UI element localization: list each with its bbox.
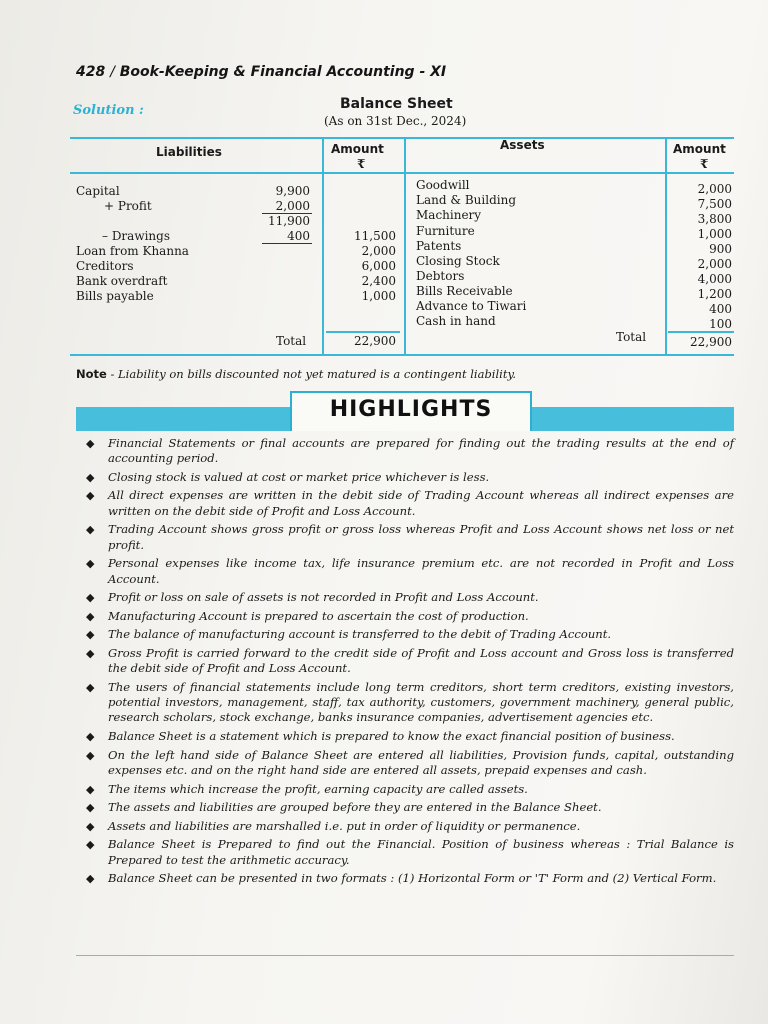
asset-amount: 900 xyxy=(709,242,732,256)
liability-label: Creditors xyxy=(76,259,134,273)
asset-label: Bills Receivable xyxy=(416,284,513,298)
liability-inner-value: 2,000 xyxy=(275,199,310,213)
note-label: Note xyxy=(76,367,107,381)
book-title: Book-Keeping & Financial Accounting - XI xyxy=(119,64,447,80)
asset-label: Advance to Tiwari xyxy=(416,299,527,313)
asset-label: Closing Stock xyxy=(416,254,500,268)
rupee-symbol-left: ₹ xyxy=(357,157,366,171)
highlights-list xyxy=(84,436,734,890)
bullet-icon: ◆ xyxy=(86,646,95,660)
table-divider-1 xyxy=(322,137,324,356)
table-header-rule xyxy=(70,172,734,174)
header-separator: / xyxy=(110,64,115,80)
asset-label: Land & Building xyxy=(416,193,516,207)
asset-amount: 2,000 xyxy=(697,257,732,271)
liability-inner-value: 9,900 xyxy=(275,184,310,198)
liability-inner-value: 400 xyxy=(287,229,310,243)
asset-amount: 7,500 xyxy=(697,197,732,211)
highlight-item: ◆ Balance Sheet is a statement which is prepared to know the exact financial position of business. xyxy=(86,729,675,744)
liability-label: Bills payable xyxy=(76,289,154,303)
highlight-item: ◆ The assets and liabilities are grouped before they are entered in the Balance Sheet. xyxy=(86,800,602,815)
asset-amount: 1,000 xyxy=(697,227,732,241)
total-rule-right xyxy=(668,331,734,333)
asset-amount: 100 xyxy=(709,317,732,331)
liabilities-total-label: Total xyxy=(276,334,307,348)
asset-amount: 3,800 xyxy=(697,212,732,226)
highlight-item: ◆ Financial Statements or final accounts are prepared for finding out the trading results at the end of accounting period. xyxy=(86,436,734,466)
highlight-item: ◆ Assets and liabilities are marshalled i.e. put in order of liquidity or permanence. xyxy=(86,818,581,833)
liability-label: – Drawings xyxy=(102,229,171,243)
bullet-icon: ◆ xyxy=(86,523,95,537)
asset-label: Machinery xyxy=(416,208,482,222)
liability-inner-value: 11,900 xyxy=(268,214,310,228)
bullet-icon: ◆ xyxy=(86,838,95,852)
liability-amount: 11,500 xyxy=(354,229,396,243)
table-bottom-rule xyxy=(70,354,734,356)
highlight-item: ◆ Profit or loss on sale of assets is not recorded in Profit and Loss Account. xyxy=(86,590,539,605)
highlight-item: ◆ Personal expenses like income tax, life insurance premium etc. are not recorded in Profit and Loss Account. xyxy=(86,556,734,586)
solution-label: Solution : xyxy=(73,103,144,118)
highlight-item: ◆ Balance Sheet can be presented in two formats : (1) Horizontal Form or 'T' Form and (2) Vertical Form. xyxy=(86,871,717,886)
bullet-icon: ◆ xyxy=(86,680,95,694)
subtotal-rule xyxy=(262,243,312,244)
asset-label: Cash in hand xyxy=(416,314,496,328)
bullet-icon: ◆ xyxy=(86,748,95,762)
bullet-icon: ◆ xyxy=(86,782,95,796)
highlight-item: ◆ Gross Profit is carried forward to the credit side of Profit and Loss account and Gross loss is transferred the debit side of Profit and Loss Account. xyxy=(86,645,734,676)
asset-amount: 2,000 xyxy=(697,182,732,196)
bullet-icon: ◆ xyxy=(86,628,95,642)
assets-total-label: Total xyxy=(616,330,647,344)
amount-header-left: Amount xyxy=(331,142,384,156)
page-number: 428 xyxy=(76,64,106,80)
highlight-item: ◆ The users of financial statements include long term creditors, short term creditors, existing investors, potential investors, management, staff, tax authority, customers, government machinery, general public, research scholars, stock exchange, banks insurance companies, advertisement agencies etc. xyxy=(86,679,734,725)
liability-amount: 2,400 xyxy=(361,274,396,288)
highlight-item: ◆ All direct expenses are written in the debit side of Trading Account whereas all indirect expenses are written on the debit side of Profit and Loss Account. xyxy=(86,488,734,518)
bottom-divider xyxy=(76,955,734,956)
note-line xyxy=(76,367,516,381)
bullet-icon: ◆ xyxy=(86,609,95,623)
highlight-item: ◆ Manufacturing Account is prepared to ascertain the cost of production. xyxy=(86,608,529,623)
asset-label: Goodwill xyxy=(416,178,470,192)
bullet-icon: ◆ xyxy=(86,591,95,605)
bullet-icon: ◆ xyxy=(86,437,95,450)
liability-label: Loan from Khanna xyxy=(76,244,189,258)
bullet-icon: ◆ xyxy=(86,872,95,886)
bullet-icon: ◆ xyxy=(86,470,95,484)
liability-amount: 1,000 xyxy=(361,289,396,303)
highlight-item: ◆ Trading Account shows gross profit or gross loss whereas Profit and Loss Account shows net loss or net profit. xyxy=(86,522,734,552)
liability-label: Bank overdraft xyxy=(76,274,168,288)
highlight-item: ◆ The items which increase the profit, earning capacity are called assets. xyxy=(86,781,528,796)
liability-amount: 2,000 xyxy=(361,244,396,258)
table-divider-3 xyxy=(665,137,667,356)
assets-total-value: 22,900 xyxy=(690,335,732,349)
bullet-icon: ◆ xyxy=(86,819,95,833)
amount-header-right: Amount xyxy=(673,142,726,156)
liabilities-total-value: 22,900 xyxy=(354,334,396,348)
liability-amount: 6,000 xyxy=(361,259,396,273)
highlight-item: ◆ On the left hand side of Balance Sheet are entered all liabilities, Provision funds, capital, outstanding expenses etc. and on the right hand side are entered all assets, prepaid expenses and cash. xyxy=(86,747,734,777)
asset-amount: 4,000 xyxy=(697,272,732,286)
page-header xyxy=(76,64,446,80)
bullet-icon: ◆ xyxy=(86,489,95,503)
bullet-icon: ◆ xyxy=(86,557,95,571)
total-rule-left xyxy=(326,331,400,333)
table-top-rule xyxy=(70,137,734,139)
liability-label: + Profit xyxy=(104,199,152,213)
highlight-item: ◆ The balance of manufacturing account is transferred to the debit of Trading Account. xyxy=(86,627,612,642)
asset-label: Furniture xyxy=(416,224,475,238)
highlights-title: HIGHLIGHTS xyxy=(290,391,532,431)
bullet-icon: ◆ xyxy=(86,730,95,744)
highlight-item: ◆ Balance Sheet is Prepared to find out the Financial. Position of business whereas : Trial Balance is Prepared to test the arithmetic accuracy. xyxy=(86,837,734,867)
balance-sheet-title: Balance Sheet xyxy=(340,96,453,112)
note-text: - Liability on bills discounted not yet matured is a contingent liability. xyxy=(106,367,517,381)
liability-label: Capital xyxy=(76,184,120,198)
highlight-item: ◆ Closing stock is valued at cost or market price whichever is less. xyxy=(86,469,490,484)
asset-label: Debtors xyxy=(416,269,465,283)
asset-amount: 400 xyxy=(709,302,732,316)
asset-label: Patents xyxy=(416,239,462,253)
bullet-icon: ◆ xyxy=(86,801,95,815)
liabilities-header: Liabilities xyxy=(156,145,222,159)
balance-sheet-date: (As on 31st Dec., 2024) xyxy=(324,114,467,128)
rupee-symbol-right: ₹ xyxy=(700,157,709,171)
asset-amount: 1,200 xyxy=(697,287,732,301)
assets-header: Assets xyxy=(500,138,545,152)
table-divider-2 xyxy=(404,137,406,356)
